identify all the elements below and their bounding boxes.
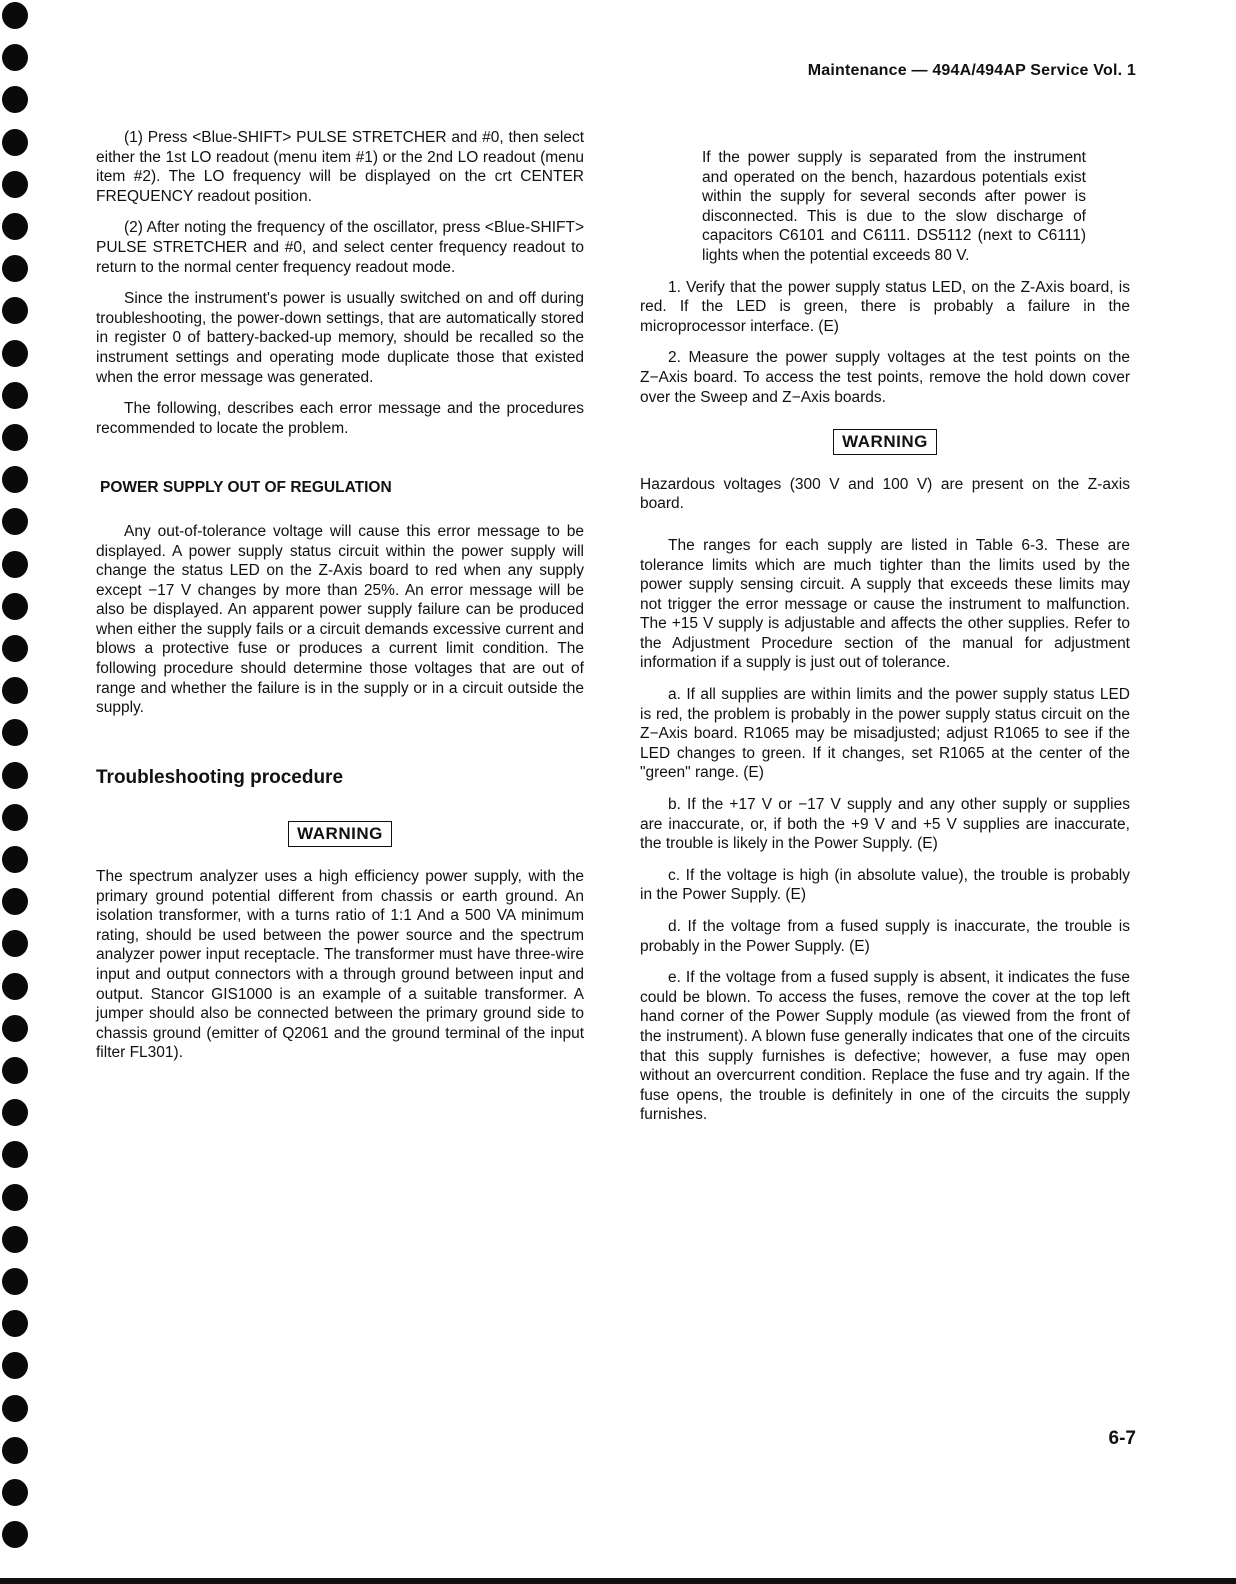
binding-hole [2,424,28,451]
binding-hole [2,1521,28,1548]
section-heading-power-supply: POWER SUPPLY OUT OF REGULATION [100,479,392,497]
binding-hole [2,129,28,156]
binding-hole [2,1057,28,1084]
bottom-rule [0,1578,1236,1584]
paragraph-following: The following, describes each error message and the procedures recommended to locate the problem. [96,400,584,437]
step-2-measure: 2. Measure the power supply voltages at the test points on the Z−Axis board. To access the test points, remove the hold down cover over the Sweep and Z−Axis boards. [640,349,1130,406]
binding-hole [2,1184,28,1211]
warning-box-left [96,821,584,847]
binding-hole [2,846,28,873]
binding-hole [2,593,28,620]
binding-hole [2,508,28,535]
warning-label: WARNING [833,429,937,455]
binding-hole [2,1479,28,1506]
binding-hole [2,1395,28,1422]
binding-hole [2,1310,28,1337]
page-header: Maintenance — 494A/494AP Service Vol. 1 [807,62,1136,79]
binding-hole [2,551,28,578]
binding-hole [2,213,28,240]
page-number: 6-7 [1108,1428,1136,1449]
binding-hole [2,171,28,198]
warning-text-isolation: The spectrum analyzer uses a high efficiency power supply, with the primary ground potential different from chassis or earth ground. An isolation transformer, with a turns ratio of 1:1 And a 500 VA minimum rating, should be used between the power source and the spectrum analyzer power input receptacle. The transformer must have three-wire input and output connectors with a through ground between input and output. Stancor GIS1000 is an example of a suitable transformer. A jumper should also be connected between the primary ground side to chassis ground (emitter of Q2061 and the ground terminal of the input filter FL301). [96,868,584,1062]
paragraph-after-noting: (2) After noting the frequency of the oscillator, press <Blue-SHIFT> PULSE STRETCHER and #0, and select center frequency readout to return to the normal center frequency readout mode. [96,219,584,276]
binding-hole [2,930,28,957]
binding-hole [2,719,28,746]
step-1-verify: 1. Verify that the power supply status LED, on the Z-Axis board, is red. If the LED is green, there is probably a failure in the microprocessor interface. (E) [640,278,1130,335]
binding-hole [2,762,28,789]
warning-label: WARNING [288,821,392,847]
binding-hole [2,255,28,282]
binding-hole [2,804,28,831]
binding-hole [2,1437,28,1464]
binding-hole [2,973,28,1000]
binding-hole [2,635,28,662]
binding-hole [2,297,28,324]
binding-hole [2,2,28,29]
paragraph-power-down: Since the instrument's power is usually switched on and off during troubleshooting, the power-down settings, that are automatically stored in register 0 of battery-backed-up memory, should be recalled so the instrument settings and operating mode duplicate those that existed when the error message was generated. [96,290,584,386]
binding-hole [2,1141,28,1168]
binding-hole [2,677,28,704]
warning-box-right [640,429,1130,455]
binding-hole [2,1226,28,1253]
paragraph-ranges: The ranges for each supply are listed in Table 6-3. These are tolerance limits which are much tighter than the limits used by the power supply sensing circuit. A supply that exceeds these limits may not trigger the error message or cause the instrument to malfunction. The +15 V supply is adjustable and affects the other supplies. Refer to the Adjustment Procedure section of the manual for adjustment information if a supply is just out of tolerance. [640,536,1130,672]
item-d: d. If the voltage from a fused supply is inaccurate, the trouble is probably in the Power Supply. (E) [640,918,1130,955]
binding-holes [0,0,40,1584]
binding-hole [2,1352,28,1379]
binding-hole [2,382,28,409]
binding-hole [2,1099,28,1126]
binding-hole [2,44,28,71]
binding-hole [2,340,28,367]
paragraph-hazardous-bench: If the power supply is separated from the instrument and operated on the bench, hazardous potentials exist within the supply for several seconds after power is disconnected. This is due to the slow discharge of capacitors C6101 and C6111. DS5112 (next to C6111) lights when the potential exceeds 80 V. [702,149,1086,264]
item-e: e. If the voltage from a fused supply is absent, it indicates the fuse could be blown. To access the fuses, remove the cover at the top left hand corner of the Power Supply module (as viewed from the front of the instrument). A blown fuse generally indicates that one of the circuits that this supply furnishes is defective; however, a fuse may open without an overcurrent condition. Replace the fuse and try again. If the fuse opens, the trouble is definitely in one of the circuits the supply furnishes. [640,969,1130,1124]
binding-hole [2,1268,28,1295]
item-b: b. If the +17 V or −17 V supply and any other supply or supplies are inaccurate, or, if both the +9 V and +5 V supplies are inaccurate, the trouble is likely in the Power Supply. (E) [640,796,1130,853]
warning-text-z-axis: Hazardous voltages (300 V and 100 V) are present on the Z-axis board. [640,475,1130,513]
right-column [640,148,1130,1137]
item-a: a. If all supplies are within limits and the power supply status LED is red, the problem is probably in the power supply status circuit on the Z−Axis board. R1065 may be misadjusted; adjust R1065 to see if the LED changes to green. If it changes, set R1065 at the center of the "green" range. (E) [640,686,1130,782]
binding-hole [2,86,28,113]
item-c: c. If the voltage is high (in absolute value), the trouble is probably in the Power Supply. (E) [640,866,1130,904]
binding-hole [2,888,28,915]
paragraph-out-of-tolerance: Any out-of-tolerance voltage will cause this error message to be displayed. A power supply status circuit within the power supply will change the status LED on the Z-Axis board to red when any supply except −17 V changes by more than 25%. An error message will be also be displayed. An apparent power supply failure can be produced when either the supply fails or a circuit demands excessive current and blows a protective fuse or produces a current limit condition. The following procedure should determine those voltages that are out of range and whether the failure is in the supply or in a circuit outside the supply. [96,522,584,717]
binding-hole [2,466,28,493]
binding-hole [2,1015,28,1042]
section-heading-troubleshooting: Troubleshooting procedure [96,766,344,788]
left-column [96,128,584,1075]
paragraph-press-lo: (1) Press <Blue-SHIFT> PULSE STRETCHER and #0, then select either the 1st LO readout (menu item #1) or the 2nd LO readout (menu item #2). The LO frequency will be displayed on the crt CENTER FREQUENCY readout position. [96,129,584,205]
